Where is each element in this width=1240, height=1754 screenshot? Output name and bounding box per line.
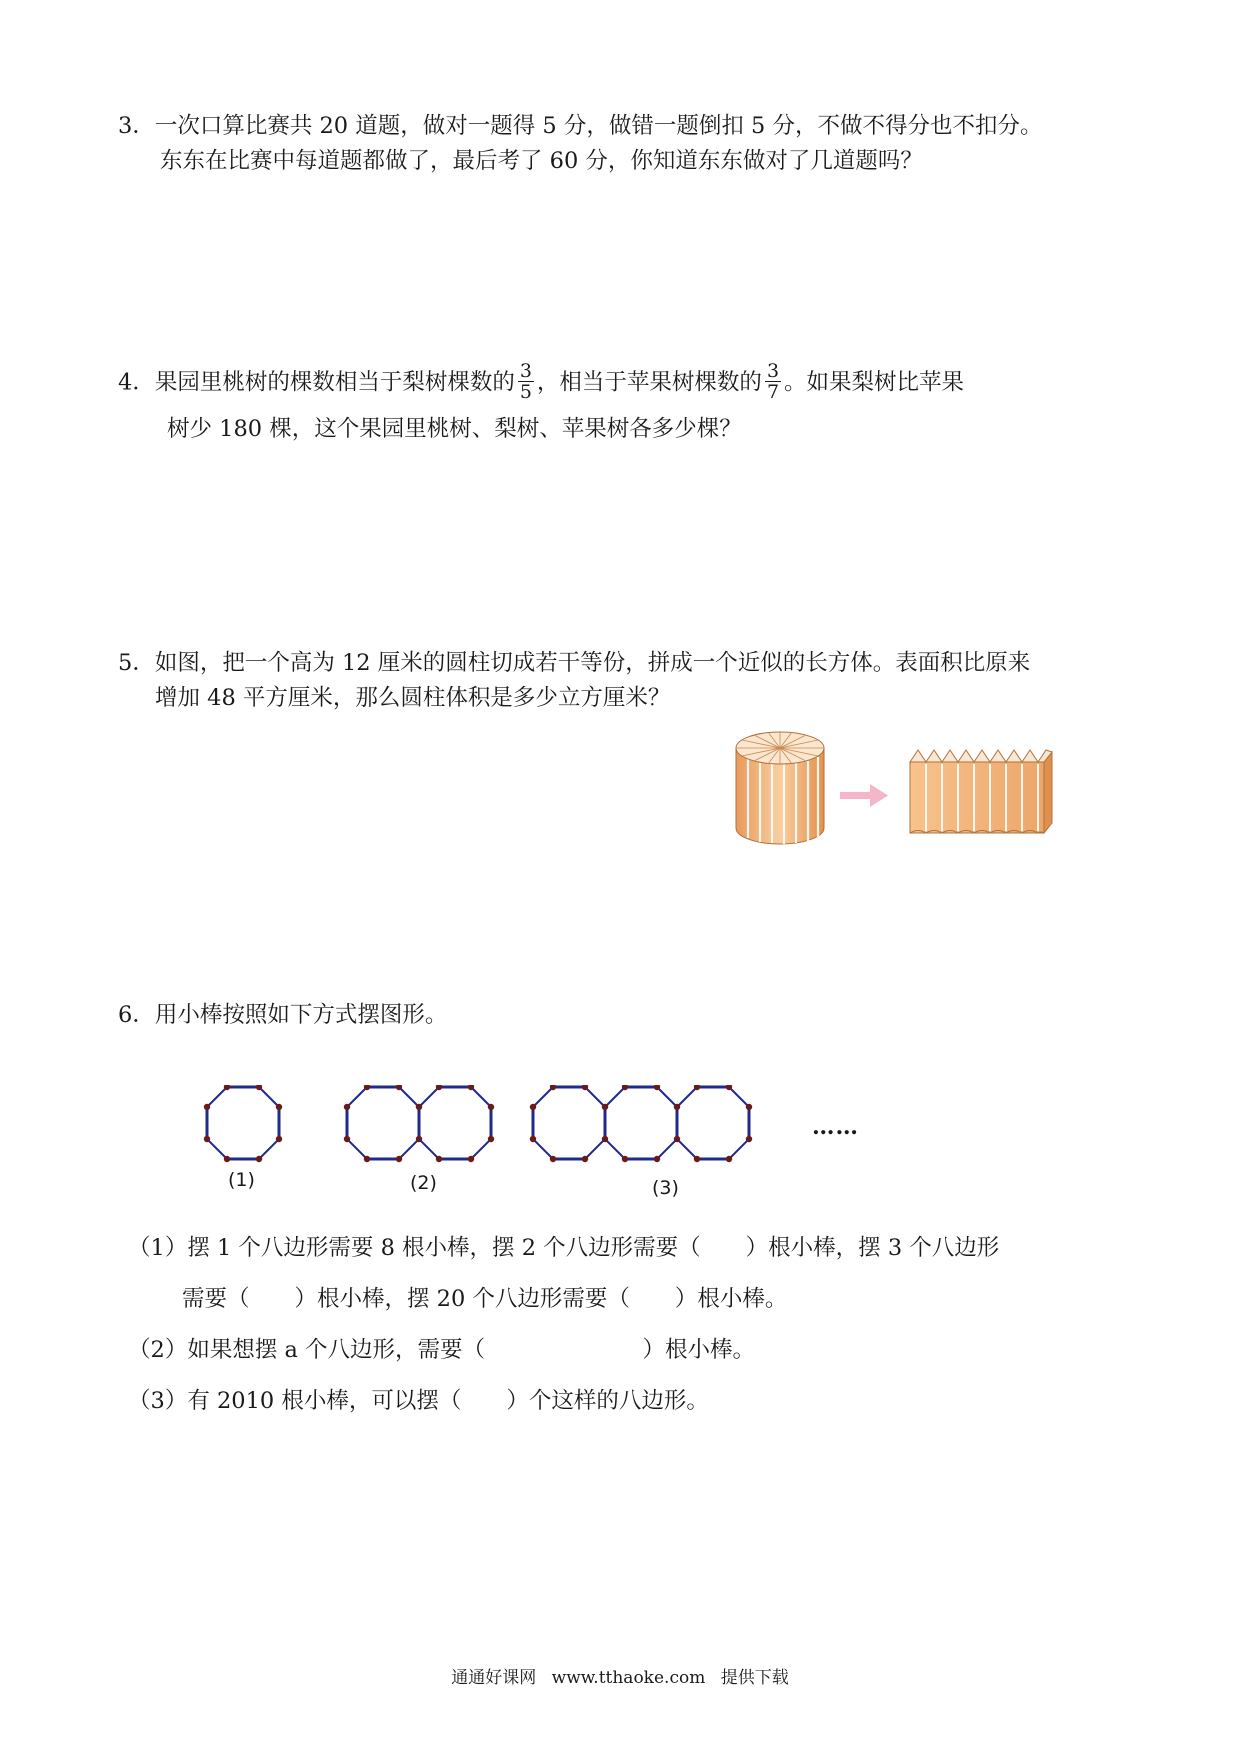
cuboid-shape — [910, 750, 1052, 833]
q6-sub3: （3）有 2010 根小棒，可以摆（ ）个这样的八边形。 — [128, 1388, 709, 1414]
page-footer — [0, 1663, 1240, 1688]
q4-line-2: 树少 180 棵，这个果园里桃树、梨树、苹果树各多少棵？ — [167, 416, 742, 442]
q6-sub1-line-1: （1）摆 1 个八边形需要 8 根小棒，摆 2 个八边形需要（ ）根小棒，摆 3 个八边形 — [128, 1235, 1000, 1261]
fraction-three-sevenths: $\frac{3}{7}$ — [766, 360, 780, 403]
caption-1: (1) — [228, 1169, 255, 1191]
q6-title: 6．用小棒按照如下方式摆图形。 — [118, 1002, 448, 1028]
q6-sub1-line-2: 需要（ ）根小棒，摆 20 个八边形需要（ ）根小棒。 — [182, 1286, 788, 1312]
pattern-ellipsis: …… — [812, 1114, 859, 1140]
q3-line-2: 东东在比赛中每道题都做了，最后考了 60 分，你知道东东做对了几道题吗？ — [160, 148, 923, 174]
footer-suffix: 提供下载 — [720, 1668, 789, 1688]
q4-line-1 — [118, 360, 965, 404]
cylinder-shape — [736, 732, 824, 844]
caption-2: (2) — [410, 1172, 437, 1194]
footer-site-name: 通通好课网 — [451, 1668, 537, 1688]
footer-url-link[interactable]: www.tthaoke.com — [551, 1668, 706, 1688]
caption-3: (3) — [652, 1177, 679, 1199]
octagon-pattern-2 — [344, 1085, 494, 1162]
arrow-icon — [840, 784, 888, 807]
q4-text-part3: 。如果梨树比苹果 — [784, 369, 965, 396]
q5-line-1: 5．如图，把一个高为 12 厘米的圆柱切成若干等份，拼成一个近似的长方体。表面积比原来 — [118, 650, 1031, 676]
octagon-pattern-3 — [530, 1085, 752, 1162]
octagon-pattern-1 — [204, 1085, 282, 1162]
q4-text-part2: ，相当于苹果树棵数的 — [536, 369, 762, 396]
q6-sub2: （2）如果想摆 a 个八边形，需要（ ）根小棒。 — [128, 1337, 756, 1363]
octagon-sticks-figure — [195, 1085, 915, 1195]
cylinder-to-cuboid-figure — [730, 720, 1060, 855]
q5-line-2: 增加 48 平方厘米，那么圆柱体积是多少立方厘米？ — [155, 685, 671, 711]
fraction-three-fifths: $\frac{3}{5}$ — [519, 360, 532, 403]
q3-line-1: 3．一次口算比赛共 20 道题，做对一题得 5 分，做错一题倒扣 5 分，不做不得分也不扣分。 — [118, 113, 1043, 139]
q4-text-part1: 4．果园里桃树的棵数相当于梨树棵数的 — [118, 369, 515, 396]
